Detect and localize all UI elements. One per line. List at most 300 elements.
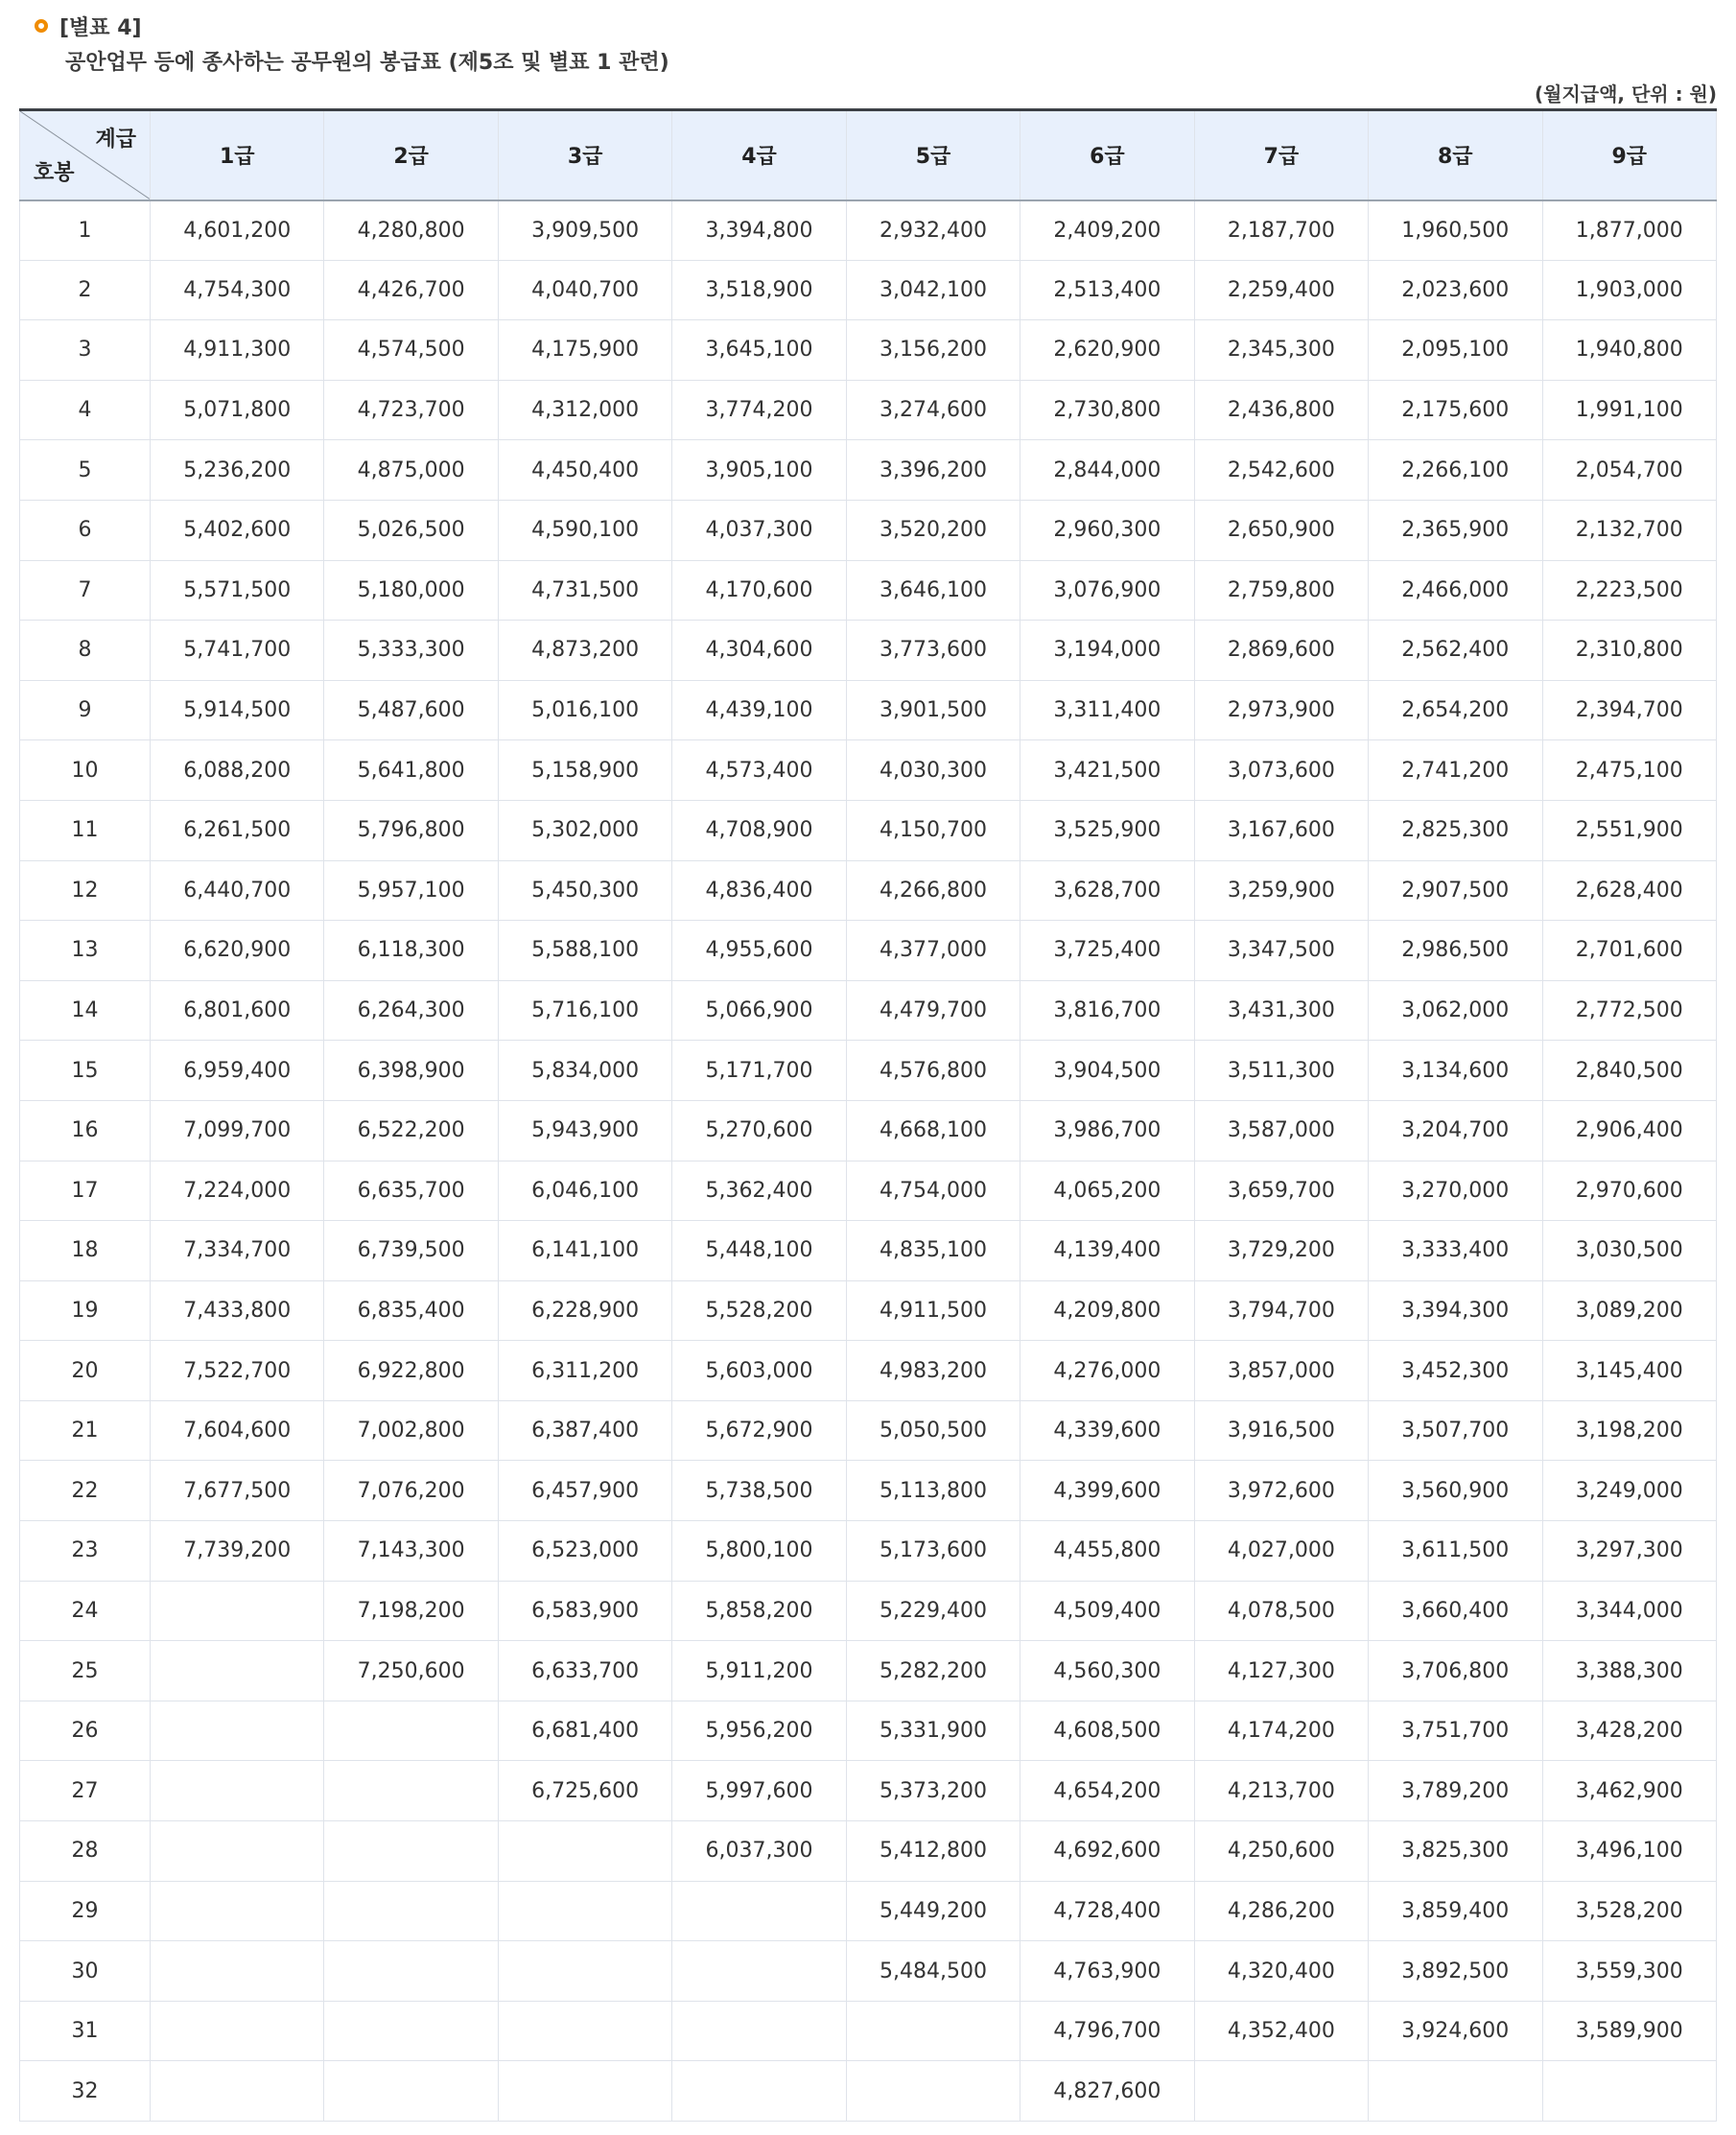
salary-cell: 7,076,200 xyxy=(324,1461,498,1521)
salary-cell: 4,209,800 xyxy=(1020,1280,1194,1341)
salary-cell: 2,475,100 xyxy=(1542,740,1717,801)
salary-cell: 6,046,100 xyxy=(498,1161,671,1221)
salary-cell: 3,198,200 xyxy=(1542,1400,1717,1461)
salary-cell: 2,466,000 xyxy=(1369,560,1542,621)
step-cell: 11 xyxy=(20,800,151,860)
salary-cell xyxy=(498,2001,671,2061)
salary-cell: 3,924,600 xyxy=(1369,2001,1542,2061)
salary-cell xyxy=(151,2061,324,2122)
circle-bullet-icon xyxy=(35,19,48,33)
salary-cell: 4,377,000 xyxy=(846,921,1020,981)
salary-cell: 5,066,900 xyxy=(672,980,846,1041)
salary-cell: 2,825,300 xyxy=(1369,800,1542,860)
salary-cell: 3,859,400 xyxy=(1369,1881,1542,1941)
salary-cell: 5,373,200 xyxy=(846,1761,1020,1821)
table-row xyxy=(20,560,1717,621)
salary-cell: 3,892,500 xyxy=(1369,1941,1542,2002)
table-row xyxy=(20,1941,1717,2002)
salary-cell: 3,344,000 xyxy=(1542,1581,1717,1641)
salary-cell: 2,345,300 xyxy=(1194,320,1368,381)
salary-cell: 3,249,000 xyxy=(1542,1461,1717,1521)
salary-cell: 3,156,200 xyxy=(846,320,1020,381)
step-cell: 9 xyxy=(20,680,151,740)
step-cell: 12 xyxy=(20,860,151,921)
salary-cell: 5,571,500 xyxy=(151,560,324,621)
salary-cell: 4,213,700 xyxy=(1194,1761,1368,1821)
salary-cell: 5,741,700 xyxy=(151,621,324,681)
salary-cell: 6,801,600 xyxy=(151,980,324,1041)
salary-cell: 4,312,000 xyxy=(498,380,671,440)
salary-cell: 3,857,000 xyxy=(1194,1341,1368,1401)
salary-cell: 4,127,300 xyxy=(1194,1641,1368,1701)
salary-cell: 5,449,200 xyxy=(846,1881,1020,1941)
table-row xyxy=(20,1280,1717,1341)
salary-cell: 5,641,800 xyxy=(324,740,498,801)
salary-cell xyxy=(151,1881,324,1941)
table-row xyxy=(20,680,1717,740)
table-row xyxy=(20,440,1717,501)
table-row xyxy=(20,1761,1717,1821)
salary-cell: 4,250,600 xyxy=(1194,1821,1368,1882)
salary-cell: 5,528,200 xyxy=(672,1280,846,1341)
table-row xyxy=(20,380,1717,440)
salary-cell: 3,431,300 xyxy=(1194,980,1368,1041)
salary-cell: 3,789,200 xyxy=(1369,1761,1542,1821)
salary-cell: 4,170,600 xyxy=(672,560,846,621)
salary-cell: 2,628,400 xyxy=(1542,860,1717,921)
salary-cell: 6,922,800 xyxy=(324,1341,498,1401)
salary-cell: 2,844,000 xyxy=(1020,440,1194,501)
salary-cell: 3,388,300 xyxy=(1542,1641,1717,1701)
salary-cell: 4,731,500 xyxy=(498,560,671,621)
salary-cell: 7,739,200 xyxy=(151,1521,324,1582)
salary-cell: 1,877,000 xyxy=(1542,200,1717,261)
salary-cell xyxy=(151,1581,324,1641)
salary-cell: 2,986,500 xyxy=(1369,921,1542,981)
salary-cell: 6,088,200 xyxy=(151,740,324,801)
table-row xyxy=(20,980,1717,1041)
salary-cell: 2,223,500 xyxy=(1542,560,1717,621)
salary-cell: 2,654,200 xyxy=(1369,680,1542,740)
salary-cell: 4,426,700 xyxy=(324,260,498,320)
salary-cell: 5,229,400 xyxy=(846,1581,1020,1641)
grade-header: 5급 xyxy=(846,110,1020,200)
table-row xyxy=(20,200,1717,261)
salary-cell: 6,037,300 xyxy=(672,1821,846,1882)
salary-cell: 6,440,700 xyxy=(151,860,324,921)
salary-cell: 2,409,200 xyxy=(1020,200,1194,261)
table-row xyxy=(20,1400,1717,1461)
salary-cell: 2,259,400 xyxy=(1194,260,1368,320)
salary-cell: 3,816,700 xyxy=(1020,980,1194,1041)
salary-cell: 7,334,700 xyxy=(151,1221,324,1281)
salary-cell: 4,352,400 xyxy=(1194,2001,1368,2061)
salary-cell: 3,560,900 xyxy=(1369,1461,1542,1521)
step-cell: 4 xyxy=(20,380,151,440)
table-row xyxy=(20,1881,1717,1941)
salary-cell: 3,042,100 xyxy=(846,260,1020,320)
salary-cell: 4,455,800 xyxy=(1020,1521,1194,1582)
salary-cell: 4,763,900 xyxy=(1020,1941,1194,2002)
salary-cell: 3,073,600 xyxy=(1194,740,1368,801)
salary-cell: 4,339,600 xyxy=(1020,1400,1194,1461)
salary-cell: 7,250,600 xyxy=(324,1641,498,1701)
salary-cell: 2,310,800 xyxy=(1542,621,1717,681)
salary-cell: 3,825,300 xyxy=(1369,1821,1542,1882)
salary-cell: 5,957,100 xyxy=(324,860,498,921)
step-cell: 15 xyxy=(20,1041,151,1101)
salary-cell: 3,394,300 xyxy=(1369,1280,1542,1341)
grade-header: 4급 xyxy=(672,110,846,200)
salary-cell: 6,398,900 xyxy=(324,1041,498,1101)
step-cell: 1 xyxy=(20,200,151,261)
salary-cell: 3,774,200 xyxy=(672,380,846,440)
salary-cell xyxy=(846,2061,1020,2122)
salary-cell: 5,026,500 xyxy=(324,500,498,560)
table-row xyxy=(20,1461,1717,1521)
salary-cell: 4,266,800 xyxy=(846,860,1020,921)
salary-cell: 6,835,400 xyxy=(324,1280,498,1341)
salary-cell: 5,282,200 xyxy=(846,1641,1020,1701)
salary-cell xyxy=(672,1881,846,1941)
salary-cell: 4,174,200 xyxy=(1194,1701,1368,1761)
salary-cell xyxy=(324,2001,498,2061)
salary-cell: 3,507,700 xyxy=(1369,1400,1542,1461)
salary-cell: 3,972,600 xyxy=(1194,1461,1368,1521)
step-cell: 23 xyxy=(20,1521,151,1582)
salary-cell: 2,562,400 xyxy=(1369,621,1542,681)
salary-cell: 2,436,800 xyxy=(1194,380,1368,440)
salary-cell: 4,078,500 xyxy=(1194,1581,1368,1641)
salary-cell: 7,677,500 xyxy=(151,1461,324,1521)
salary-cell: 2,542,600 xyxy=(1194,440,1368,501)
table-header-row xyxy=(20,110,1717,200)
salary-cell: 3,904,500 xyxy=(1020,1041,1194,1101)
corner-header xyxy=(20,110,151,200)
salary-cell: 4,723,700 xyxy=(324,380,498,440)
salary-cell: 5,796,800 xyxy=(324,800,498,860)
salary-cell: 4,304,600 xyxy=(672,621,846,681)
salary-cell xyxy=(324,1761,498,1821)
salary-cell: 2,551,900 xyxy=(1542,800,1717,860)
step-cell: 21 xyxy=(20,1400,151,1461)
table-row xyxy=(20,1221,1717,1281)
salary-cell: 3,428,200 xyxy=(1542,1701,1717,1761)
table-row xyxy=(20,1100,1717,1161)
grade-header: 7급 xyxy=(1194,110,1368,200)
salary-cell: 3,773,600 xyxy=(846,621,1020,681)
salary-cell: 3,270,000 xyxy=(1369,1161,1542,1221)
table-row xyxy=(20,2001,1717,2061)
salary-cell: 3,297,300 xyxy=(1542,1521,1717,1582)
salary-cell: 6,633,700 xyxy=(498,1641,671,1701)
salary-cell: 4,276,000 xyxy=(1020,1341,1194,1401)
salary-cell xyxy=(498,1881,671,1941)
salary-cell xyxy=(1194,2061,1368,2122)
salary-cell: 7,522,700 xyxy=(151,1341,324,1401)
salary-cell: 2,095,100 xyxy=(1369,320,1542,381)
salary-cell: 2,620,900 xyxy=(1020,320,1194,381)
table-row xyxy=(20,1161,1717,1221)
grade-header: 1급 xyxy=(151,110,324,200)
salary-cell: 3,909,500 xyxy=(498,200,671,261)
salary-cell: 3,611,500 xyxy=(1369,1521,1542,1582)
salary-cell: 3,134,600 xyxy=(1369,1041,1542,1101)
salary-cell: 4,590,100 xyxy=(498,500,671,560)
step-cell: 19 xyxy=(20,1280,151,1341)
step-cell: 24 xyxy=(20,1581,151,1641)
salary-cell: 4,601,200 xyxy=(151,200,324,261)
salary-cell: 3,333,400 xyxy=(1369,1221,1542,1281)
salary-cell: 2,394,700 xyxy=(1542,680,1717,740)
salary-cell: 4,150,700 xyxy=(846,800,1020,860)
salary-cell: 5,402,600 xyxy=(151,500,324,560)
salary-cell: 5,331,900 xyxy=(846,1701,1020,1761)
salary-cell: 4,439,100 xyxy=(672,680,846,740)
salary-cell xyxy=(324,1701,498,1761)
salary-cell: 5,158,900 xyxy=(498,740,671,801)
step-cell: 29 xyxy=(20,1881,151,1941)
salary-cell: 4,608,500 xyxy=(1020,1701,1194,1761)
salary-cell: 4,175,900 xyxy=(498,320,671,381)
salary-cell: 6,739,500 xyxy=(324,1221,498,1281)
salary-cell: 5,484,500 xyxy=(846,1941,1020,2002)
salary-cell: 3,587,000 xyxy=(1194,1100,1368,1161)
salary-cell xyxy=(151,1941,324,2002)
salary-cell: 5,956,200 xyxy=(672,1701,846,1761)
table-tag: [별표 4] xyxy=(59,15,142,40)
salary-cell xyxy=(151,1761,324,1821)
salary-cell xyxy=(498,2061,671,2122)
salary-cell: 4,479,700 xyxy=(846,980,1020,1041)
step-cell: 22 xyxy=(20,1461,151,1521)
table-row xyxy=(20,2061,1717,2122)
salary-cell: 4,040,700 xyxy=(498,260,671,320)
salary-cell: 5,603,000 xyxy=(672,1341,846,1401)
salary-cell: 4,027,000 xyxy=(1194,1521,1368,1582)
salary-cell: 5,448,100 xyxy=(672,1221,846,1281)
salary-cell: 5,738,500 xyxy=(672,1461,846,1521)
salary-cell: 2,772,500 xyxy=(1542,980,1717,1041)
salary-cell: 2,973,900 xyxy=(1194,680,1368,740)
salary-cell: 3,645,100 xyxy=(672,320,846,381)
salary-cell xyxy=(324,1941,498,2002)
salary-cell: 4,875,000 xyxy=(324,440,498,501)
salary-cell: 3,901,500 xyxy=(846,680,1020,740)
salary-cell: 3,311,400 xyxy=(1020,680,1194,740)
salary-cell: 2,132,700 xyxy=(1542,500,1717,560)
salary-cell: 2,970,600 xyxy=(1542,1161,1717,1221)
salary-cell: 4,574,500 xyxy=(324,320,498,381)
salary-cell: 6,620,900 xyxy=(151,921,324,981)
salary-cell: 3,525,900 xyxy=(1020,800,1194,860)
salary-cell: 6,959,400 xyxy=(151,1041,324,1101)
step-cell: 5 xyxy=(20,440,151,501)
salary-cell: 3,274,600 xyxy=(846,380,1020,440)
salary-cell: 4,320,400 xyxy=(1194,1941,1368,2002)
salary-cell: 2,840,500 xyxy=(1542,1041,1717,1101)
salary-cell: 2,907,500 xyxy=(1369,860,1542,921)
salary-cell xyxy=(672,2001,846,2061)
table-row xyxy=(20,860,1717,921)
salary-cell xyxy=(324,2061,498,2122)
step-cell: 10 xyxy=(20,740,151,801)
salary-cell xyxy=(151,1701,324,1761)
salary-cell: 3,528,200 xyxy=(1542,1881,1717,1941)
salary-cell: 5,911,200 xyxy=(672,1641,846,1701)
salary-cell: 4,573,400 xyxy=(672,740,846,801)
table-row xyxy=(20,800,1717,860)
step-cell: 6 xyxy=(20,500,151,560)
table-row xyxy=(20,1581,1717,1641)
salary-cell: 7,143,300 xyxy=(324,1521,498,1582)
salary-cell: 4,030,300 xyxy=(846,740,1020,801)
salary-cell: 5,834,000 xyxy=(498,1041,671,1101)
salary-cell: 6,141,100 xyxy=(498,1221,671,1281)
salary-cell: 3,646,100 xyxy=(846,560,1020,621)
step-cell: 8 xyxy=(20,621,151,681)
salary-cell: 3,145,400 xyxy=(1542,1341,1717,1401)
salary-cell: 4,560,300 xyxy=(1020,1641,1194,1701)
salary-cell: 4,668,100 xyxy=(846,1100,1020,1161)
salary-cell: 6,635,700 xyxy=(324,1161,498,1221)
salary-cell: 1,903,000 xyxy=(1542,260,1717,320)
salary-cell: 6,261,500 xyxy=(151,800,324,860)
salary-cell: 5,412,800 xyxy=(846,1821,1020,1882)
table-row xyxy=(20,500,1717,560)
step-cell: 27 xyxy=(20,1761,151,1821)
salary-cell: 3,167,600 xyxy=(1194,800,1368,860)
salary-cell xyxy=(846,2001,1020,2061)
title-line xyxy=(35,12,669,40)
salary-cell: 1,991,100 xyxy=(1542,380,1717,440)
salary-cell xyxy=(324,1881,498,1941)
salary-cell: 5,113,800 xyxy=(846,1461,1020,1521)
salary-cell: 3,660,400 xyxy=(1369,1581,1542,1641)
salary-cell: 4,450,400 xyxy=(498,440,671,501)
salary-cell: 2,932,400 xyxy=(846,200,1020,261)
salary-cell xyxy=(498,1941,671,2002)
salary-cell: 5,362,400 xyxy=(672,1161,846,1221)
page-header xyxy=(35,12,669,76)
salary-cell: 5,302,000 xyxy=(498,800,671,860)
table-row xyxy=(20,260,1717,320)
salary-cell: 2,187,700 xyxy=(1194,200,1368,261)
salary-cell: 6,523,000 xyxy=(498,1521,671,1582)
salary-cell: 6,228,900 xyxy=(498,1280,671,1341)
salary-cell: 5,716,100 xyxy=(498,980,671,1041)
salary-cell: 5,487,600 xyxy=(324,680,498,740)
salary-cell: 2,054,700 xyxy=(1542,440,1717,501)
salary-cell: 3,259,900 xyxy=(1194,860,1368,921)
salary-cell: 3,394,800 xyxy=(672,200,846,261)
step-cell: 13 xyxy=(20,921,151,981)
step-cell: 17 xyxy=(20,1161,151,1221)
step-cell: 16 xyxy=(20,1100,151,1161)
salary-cell: 2,023,600 xyxy=(1369,260,1542,320)
salary-cell: 6,311,200 xyxy=(498,1341,671,1401)
salary-cell: 2,175,600 xyxy=(1369,380,1542,440)
step-cell: 14 xyxy=(20,980,151,1041)
salary-cell: 3,659,700 xyxy=(1194,1161,1368,1221)
salary-cell: 3,725,400 xyxy=(1020,921,1194,981)
salary-cell: 2,650,900 xyxy=(1194,500,1368,560)
salary-cell: 4,911,500 xyxy=(846,1280,1020,1341)
table-title: 공안업무 등에 종사하는 공무원의 봉급표 (제5조 및 별표 1 관련) xyxy=(65,51,669,75)
salary-cell: 6,387,400 xyxy=(498,1400,671,1461)
grade-header: 3급 xyxy=(498,110,671,200)
salary-cell: 4,654,200 xyxy=(1020,1761,1194,1821)
salary-cell: 2,730,800 xyxy=(1020,380,1194,440)
salary-cell: 6,118,300 xyxy=(324,921,498,981)
salary-cell: 4,836,400 xyxy=(672,860,846,921)
step-cell: 26 xyxy=(20,1701,151,1761)
salary-cell: 5,050,500 xyxy=(846,1400,1020,1461)
salary-cell: 2,869,600 xyxy=(1194,621,1368,681)
salary-cell: 4,037,300 xyxy=(672,500,846,560)
grade-header: 6급 xyxy=(1020,110,1194,200)
salary-cell xyxy=(151,1641,324,1701)
salary-cell: 4,139,400 xyxy=(1020,1221,1194,1281)
salary-cell: 4,873,200 xyxy=(498,621,671,681)
step-cell: 25 xyxy=(20,1641,151,1701)
salary-cell: 5,171,700 xyxy=(672,1041,846,1101)
salary-cell: 5,016,100 xyxy=(498,680,671,740)
salary-cell: 6,264,300 xyxy=(324,980,498,1041)
salary-cell: 3,511,300 xyxy=(1194,1041,1368,1101)
salary-cell: 5,450,300 xyxy=(498,860,671,921)
salary-cell: 3,794,700 xyxy=(1194,1280,1368,1341)
step-cell: 28 xyxy=(20,1821,151,1882)
salary-cell: 2,759,800 xyxy=(1194,560,1368,621)
salary-cell: 5,180,000 xyxy=(324,560,498,621)
table-row xyxy=(20,1821,1717,1882)
salary-cell: 7,198,200 xyxy=(324,1581,498,1641)
salary-cell: 6,725,600 xyxy=(498,1761,671,1821)
salary-cell: 3,204,700 xyxy=(1369,1100,1542,1161)
salary-cell: 4,576,800 xyxy=(846,1041,1020,1101)
salary-cell: 2,741,200 xyxy=(1369,740,1542,801)
grade-header: 9급 xyxy=(1542,110,1717,200)
salary-cell xyxy=(498,1821,671,1882)
salary-cell: 1,960,500 xyxy=(1369,200,1542,261)
salary-cell: 3,062,000 xyxy=(1369,980,1542,1041)
salary-cell: 4,692,600 xyxy=(1020,1821,1194,1882)
salary-cell: 3,347,500 xyxy=(1194,921,1368,981)
salary-cell: 3,089,200 xyxy=(1542,1280,1717,1341)
salary-cell: 6,681,400 xyxy=(498,1701,671,1761)
salary-cell: 3,030,500 xyxy=(1542,1221,1717,1281)
grade-header: 2급 xyxy=(324,110,498,200)
salary-cell: 5,672,900 xyxy=(672,1400,846,1461)
salary-cell: 3,986,700 xyxy=(1020,1100,1194,1161)
salary-cell: 3,706,800 xyxy=(1369,1641,1542,1701)
salary-cell: 4,955,600 xyxy=(672,921,846,981)
salary-cell: 4,827,600 xyxy=(1020,2061,1194,2122)
table-row xyxy=(20,921,1717,981)
table-row xyxy=(20,1701,1717,1761)
step-cell: 2 xyxy=(20,260,151,320)
salary-cell xyxy=(151,2001,324,2061)
salary-cell xyxy=(1369,2061,1542,2122)
step-cell: 20 xyxy=(20,1341,151,1401)
step-cell: 31 xyxy=(20,2001,151,2061)
salary-cell: 4,280,800 xyxy=(324,200,498,261)
salary-cell: 2,365,900 xyxy=(1369,500,1542,560)
salary-cell: 5,270,600 xyxy=(672,1100,846,1161)
corner-label-grade: 계급 xyxy=(95,128,136,152)
salary-cell: 3,421,500 xyxy=(1020,740,1194,801)
